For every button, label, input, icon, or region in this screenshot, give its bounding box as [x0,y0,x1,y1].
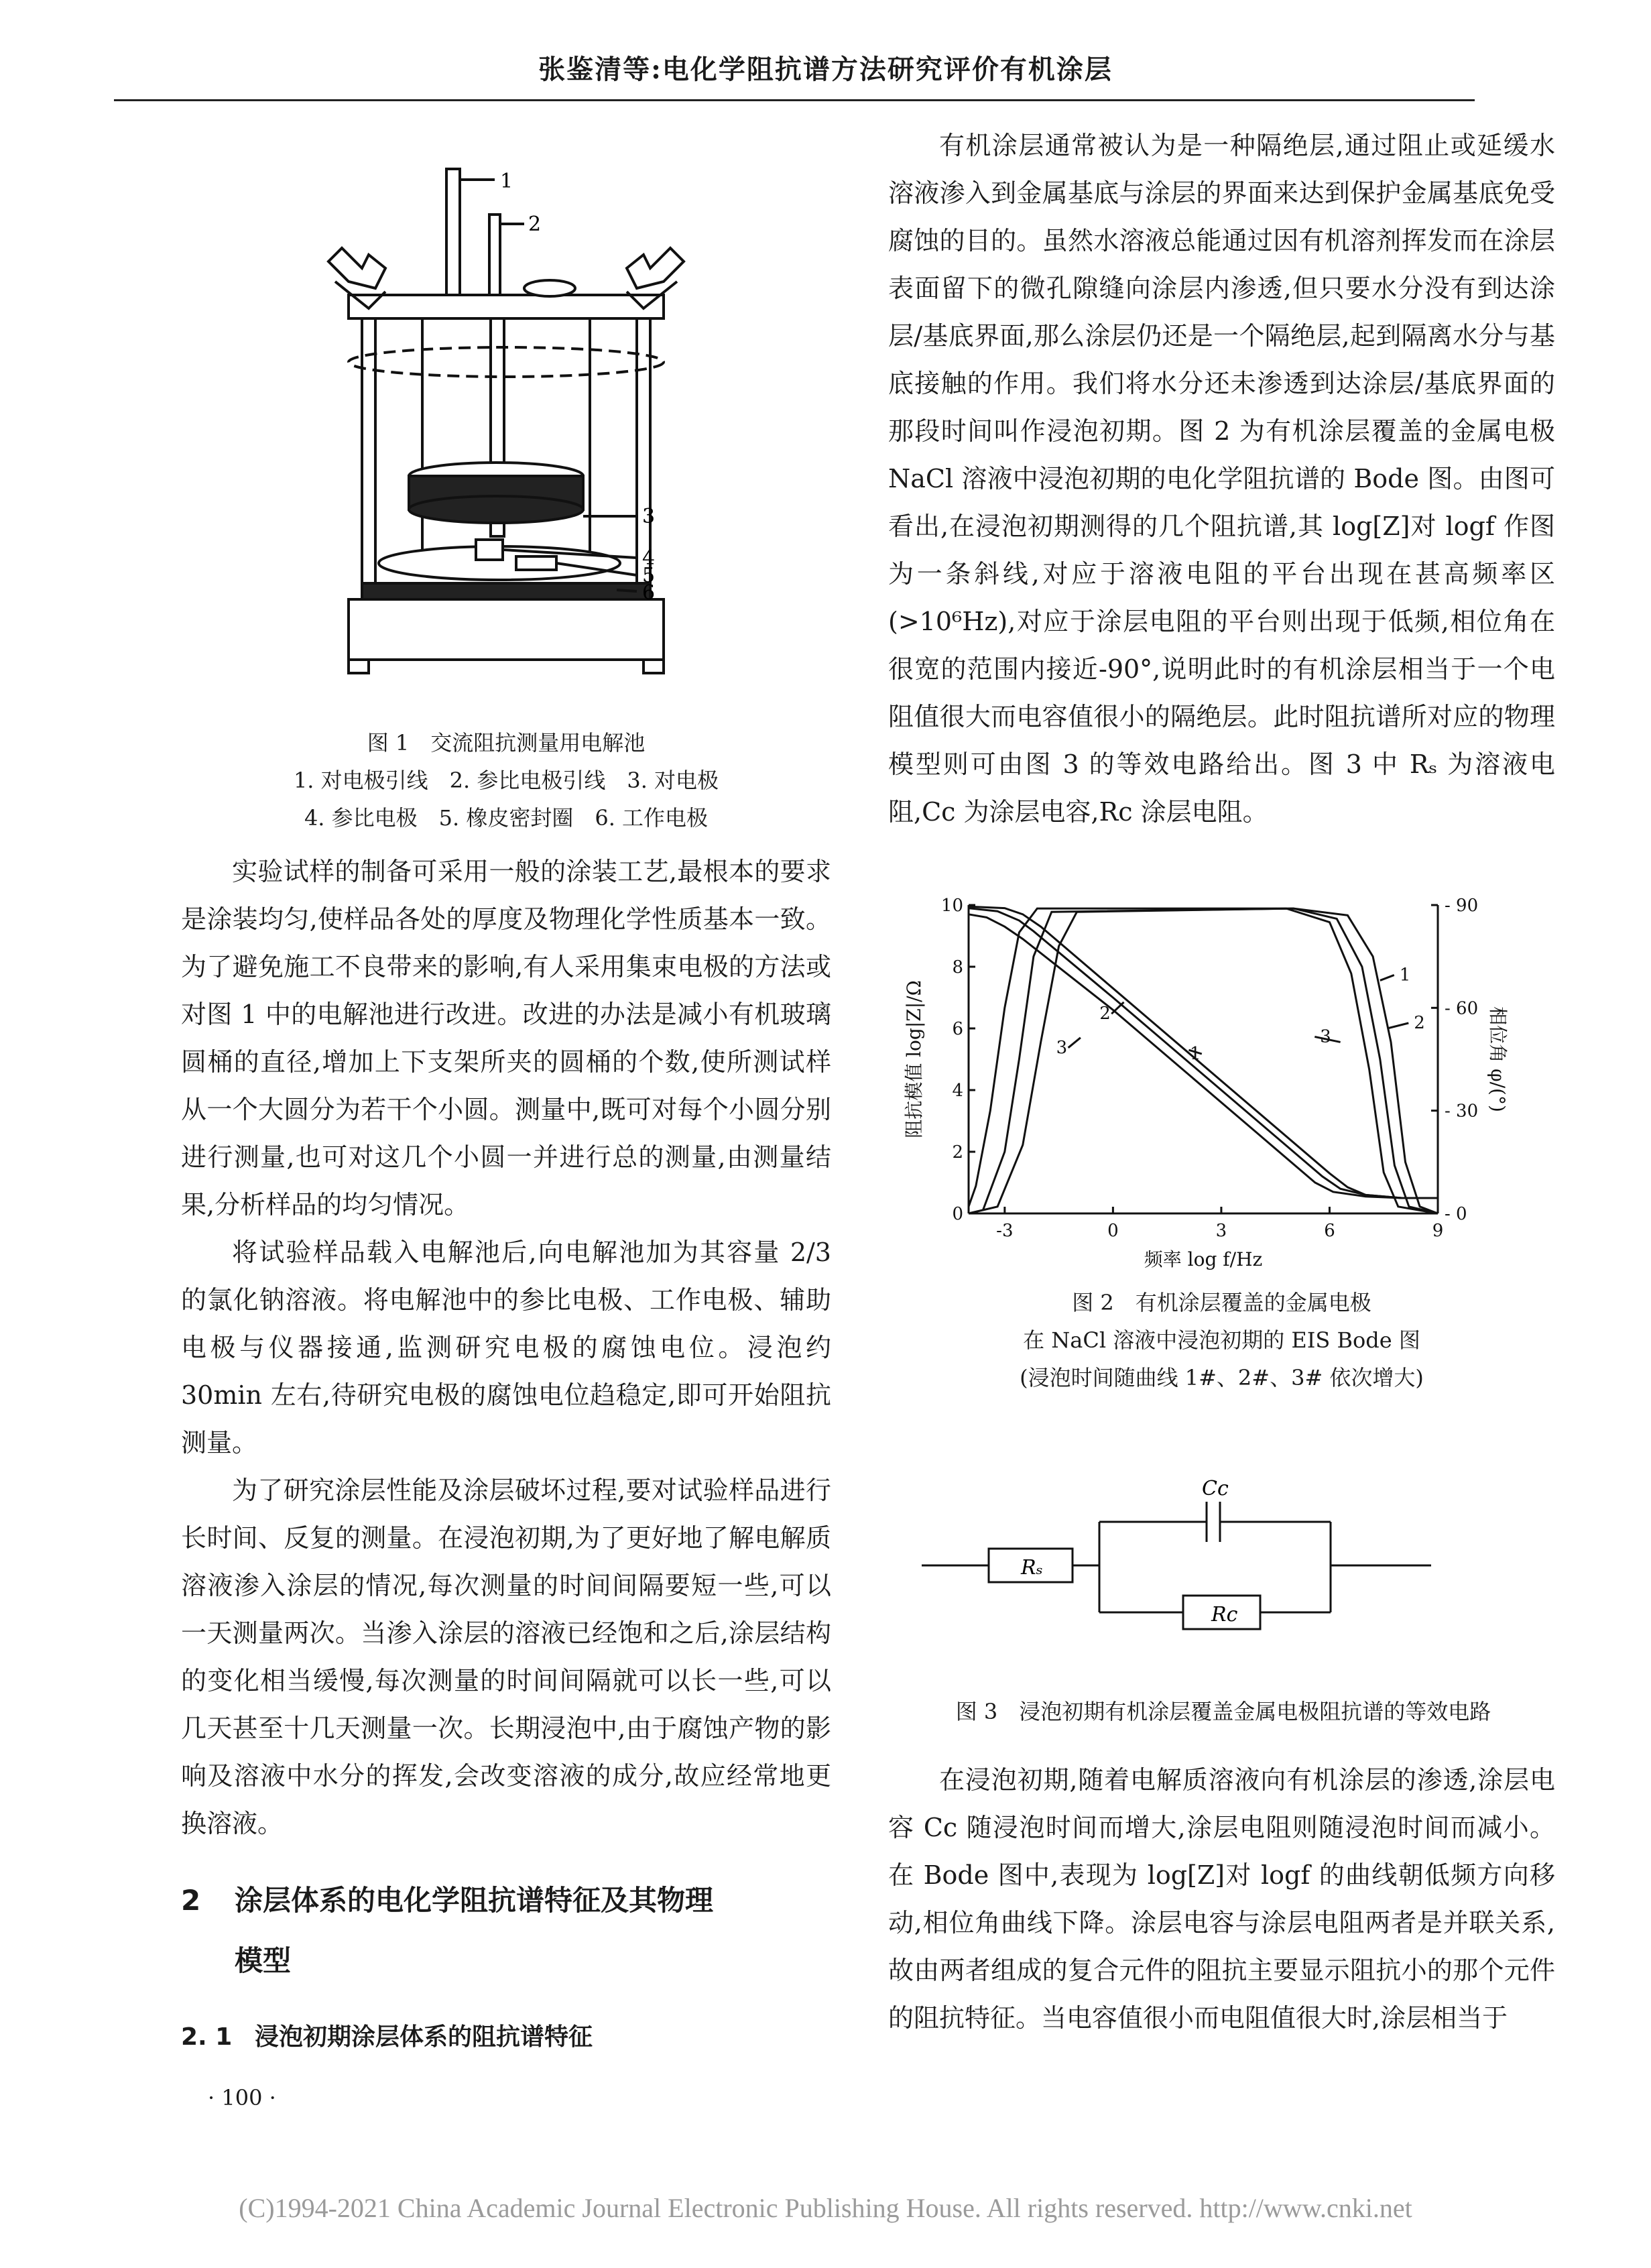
section-2-title-line2: 模型 [235,1944,292,1977]
curve-leader [1068,1038,1081,1048]
curve-label: 1 [1399,965,1411,986]
x-tick-label: 9 [1432,1221,1444,1241]
curve-leader [1111,1002,1123,1014]
x-tick-label: 3 [1215,1221,1227,1241]
left-paragraph-2: 将试验样品载入电解池后,向电解池加为其容量 2/3 的氯化钠溶液。将电解池中的参比电极、工作电极、辅助电极与仪器接通,监测研究电极的腐蚀电位。浸泡约 30min 左右,待研究电极的腐蚀电位趋稳定,即可开始阻抗测量。 [181,1238,831,1457]
y-axis-label: 阻抗模值 log|Z|/Ω [903,980,925,1138]
page-number: · 100 · [208,2085,276,2110]
x-tick-label: -3 [996,1221,1014,1241]
copyright-footer: (C)1994-2021 China Academic Journal Electronic Publishing House. All rights reserved. http://www.cnki.net [239,2193,1412,2223]
section-2-number: 2 [181,1884,201,1917]
curve-label: 2 [1099,1004,1111,1024]
right-paragraph-1: 有机涂层通常被认为是一种隔绝层,通过阻止或延缓水溶液渗入到金属基底与涂层的界面来达到保护金属基底免受腐蚀的目的。虽然水溶液总能通过因有机溶剂挥发而在涂层表面留下的微孔隙缝向涂层内渗透,但只要水分没有到达涂层/基底界面,那么涂层仍还是一个隔绝层,起到隔离水分与基底接触的作用。我们将水分还未渗透到达涂层/基底界面的那段时间叫作浸泡初期。图 2 为有机涂层覆盖的金属电极 NaCl 溶液中浸泡初期的电化学阻抗谱的 Bode 图。由图可看出,在浸泡初期测得的几个阻抗谱,其 log[Z]对 logf 作图为一条斜线,对应于溶液电阻的平台出现在甚高频率区(>10⁶Hz),对应于涂层电阻的平台则出现于低频,相位角在很宽的范围内接近-90°,说明此时的有机涂层相当于一个电阻值很大而电容值很小的隔绝层。此时阻抗谱所对应的物理模型则可由图 3 的等效电路给出。图 3 中 Rₛ 为溶液电阻,Cc 为涂层电容,Rc 涂层电阻。 [888,131,1555,827]
fig1-label-4: 4 [642,546,656,570]
figure3-equivalent-circuit [922,1475,1512,1649]
y-tick-label: 10 [940,896,963,916]
y-tick-label: 8 [952,957,963,977]
cc-label: Cc [1202,1477,1229,1500]
figure2-caption-line3: (浸泡时间随曲线 1#、2#、3# 依次增大) [1020,1365,1424,1390]
fig1-label-3: 3 [642,505,656,528]
figure2-caption-line1: 图 2 有机涂层覆盖的金属电极 [1072,1290,1371,1315]
x-tick-label: 6 [1324,1221,1335,1241]
curve-leader [1380,975,1394,980]
y2-axis-label: 相位角 φ/(°) [1487,1006,1509,1112]
figure2-caption-line2: 在 NaCl 溶液中浸泡初期的 EIS Bode 图 [1023,1327,1420,1353]
fig1-label-6: 6 [642,581,656,605]
fig1-label-1: 1 [500,170,513,193]
figure1-legend-line2: 4. 参比电极 5. 橡皮密封圈 6. 工作电极 [304,805,709,831]
y-tick-label: 0 [952,1204,963,1224]
figure1-caption: 图 1 交流阻抗测量用电解池 [367,730,646,756]
curve-label: 2 [1414,1013,1425,1033]
section-2-title-line1: 涂层体系的电化学阻抗谱特征及其物理 [235,1884,714,1917]
phase-curve-3 [969,908,1438,1213]
section-2-heading [181,1870,831,1931]
section-2-1-title: 浸泡初期涂层体系的阻抗谱特征 [255,2023,593,2051]
figure2-bode-chart [902,878,1509,1274]
header-rule [114,99,1475,101]
y2-tick-label: - 0 [1445,1204,1467,1224]
y2-tick-label: - 90 [1445,896,1479,916]
right-paragraph-2: 在浸泡初期,随着电解质溶液向有机涂层的渗透,涂层电容 Cc 随浸泡时间而增大,涂层电阻则随浸泡时间而减小。在 Bode 图中,表现为 log[Z]对 logf 的曲线朝低频方向移动,相位角曲线下降。涂层电容与涂层电阻两者是并联关系,故由两者组成的复合元件的阻抗主要显示阻抗小的那个元件的阻抗特征。当电容值很小而电阻值很大时,涂层相当于 [888,1765,1555,2033]
curve-label: 3 [1320,1026,1331,1047]
fig1-label-2: 2 [528,213,542,236]
curve-label: 3 [1056,1037,1068,1058]
figure1-legend-line1: 1. 对电极引线 2. 参比电极引线 3. 对电极 [293,768,719,793]
section-2-1-number: 2. 1 [181,2023,233,2051]
x-tick-label: 0 [1107,1221,1119,1241]
curve-leader [1388,1023,1409,1028]
y2-tick-label: - 30 [1445,1101,1479,1122]
y2-tick-label: - 60 [1445,998,1479,1019]
curve-label: 1 [1189,1044,1201,1064]
rs-label: Rₛ [1021,1556,1043,1579]
y-tick-label: 2 [952,1142,963,1162]
left-paragraph-3: 为了研究涂层性能及涂层破坏过程,要对试验样品进行长时间、反复的测量。在浸泡初期,为了更好地了解电解质溶液渗入涂层的情况,每次测量的时间间隔要短一些,可以一天测量两次。当渗入涂层的溶液已经饱和之后,涂层结构的变化相当缓慢,每次测量的时间间隔就可以长一些,可以几天甚至十几天测量一次。长期浸泡中,由于腐蚀产物的影响及溶液中水分的挥发,会改变溶液的成分,故应经常地更换溶液。 [181,1476,831,1838]
rc-label: Rc [1211,1603,1238,1626]
x-axis-label: 频率 log f/Hz [1144,1248,1263,1270]
section-2-1-heading [181,2018,831,2052]
fig1-label-5: 5 [642,564,656,587]
left-paragraph-1: 实验试样的制备可采用一般的涂装工艺,最根本的要求是涂装均匀,使样品各处的厚度及物理化学性质基本一致。为了避免施工不良带来的影响,有人采用集束电极的方法或对图 1 中的电解池进行改进。改进的办法是减小有机玻璃圆桶的直径,增加上下支架所夹的圆桶的个数,使所测试样从一个大圆分为若干个小圆。测量中,既可对每个小圆分别进行测量,也可对这几个小圆一并进行总的测量,由测量结果,分析样品的均匀情况。 [181,857,831,1219]
figure1-electrolytic-cell [322,161,697,711]
y-tick-label: 4 [952,1081,963,1101]
running-header: 张鉴清等:电化学阻抗谱方法研究评价有机涂层 [538,54,1113,85]
y-tick-label: 6 [952,1019,963,1039]
figure3-caption: 图 3 浸泡初期有机涂层覆盖金属电极阻抗谱的等效电路 [955,1699,1491,1724]
